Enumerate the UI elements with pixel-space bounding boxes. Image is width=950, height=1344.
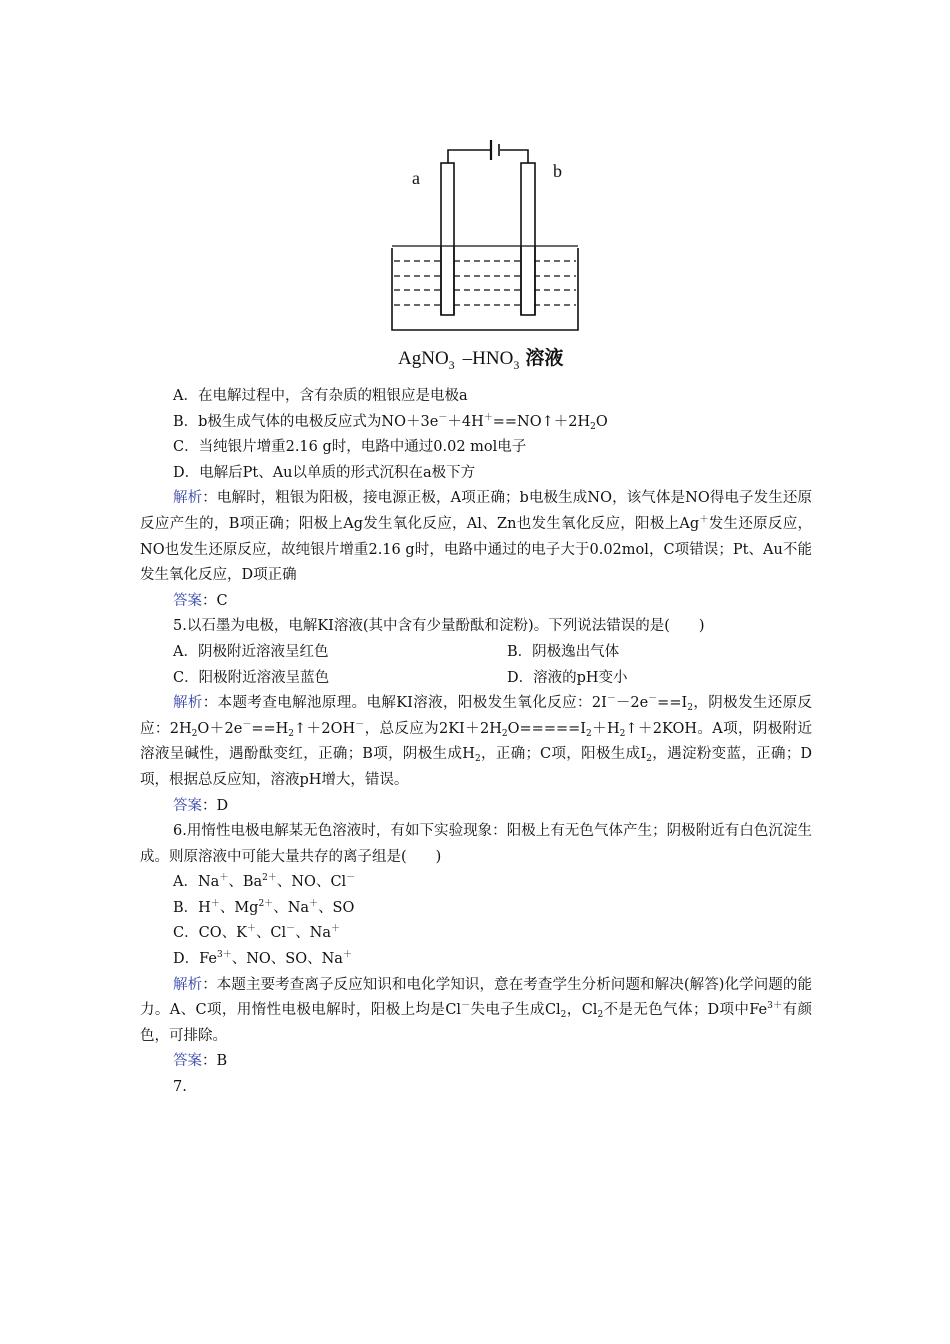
- q5-option-c: C．阳极附近溶液呈蓝色: [173, 669, 330, 686]
- q6-option-d: D．$Fe^{3+}$、NO、SO、Na＋: [173, 950, 352, 968]
- electrode-label-b: b: [553, 161, 562, 181]
- answer-label: 答案: [173, 1053, 202, 1070]
- solution-caption: AgNO$_3$ $-HNO_3$ 溶液: [398, 348, 564, 372]
- q5-option-a: A．阴极附近溶液呈红色: [173, 643, 329, 660]
- q5-stem: 5.以石墨为电极，电解KI溶液(其中含有少量酚酞和淀粉)。下列说法错误的是( ): [173, 618, 705, 635]
- q5-options-row-1: [140, 640, 812, 666]
- q6-stem: 6.用惰性电极电解某无色溶液时，有如下实验现象：阳极上有无色气体产生；阴极附近有白色沉淀生成。则原溶液中可能大量共存的离子组是( ): [140, 823, 812, 865]
- q5-option-b: B．阴极逸出气体: [507, 643, 620, 660]
- q4-option-a: A．在电解过程中，含有杂质的粗银应是电极a: [173, 388, 468, 404]
- circuit-wire: [448, 150, 528, 163]
- q5-analysis: 解析：本题考查电解池原理。电解KI溶液，阳极发生氧化反应：$2I^--2e^-==I_2$，阴极发生还原反应：$2H_2O+2e^-==H_2↑+2OH^-$，总反应为$2KI+2H_2O=====I_2+H_2↑+2KOH$。A项，阴极附近溶液呈碱性，遇酚酞变红，正确；B项，阴极生成$H_2$，正确；C项，阳极生成$I_2$，遇淀粉变蓝，正确；D项，根据总反应知，溶液pH增大，错误。: [140, 694, 813, 788]
- q5-answer: 答案：D: [173, 797, 229, 814]
- q6-answer: 答案：B: [173, 1053, 228, 1070]
- electrolysis-diagram: [380, 128, 580, 378]
- battery-icon: [491, 140, 499, 160]
- q6-option-a: A．Na＋、$Ba^{2+}$、NO、Cl－: [173, 873, 356, 891]
- analysis-label: 解析: [173, 976, 203, 993]
- q5-options-row-2: [140, 666, 812, 692]
- q4-option-b: B．b极生成气体的电极反应式为$NO+3e^-+4H^+==NO↑+2H_2O$: [173, 412, 608, 432]
- q4-answer: 答案：C: [173, 592, 228, 609]
- analysis-label: 解析: [173, 490, 203, 507]
- electrode-label-a: a: [412, 168, 420, 188]
- question-content: [140, 384, 812, 1101]
- analysis-label: 解析: [173, 695, 203, 712]
- answer-label: 答案: [173, 592, 202, 609]
- solution-liquid-lines: [392, 246, 578, 305]
- q6-option-b: B．H＋、$Mg^{2+}$、Na＋、SO: [173, 898, 355, 916]
- q5-option-d: D．溶液的pH变小: [507, 669, 628, 686]
- beaker: [392, 248, 578, 330]
- q7-stem: 7.: [173, 1079, 187, 1096]
- q4-option-d: D．电解后Pt、Au以单质的形式沉积在a极下方: [173, 464, 476, 481]
- q4-option-c: C．当纯银片增重2.16 g时，电路中通过0.02 mol电子: [173, 439, 527, 456]
- q4-analysis: 解析：电解时，粗银为阳极，接电源正极，A项正确；b电极生成NO，该气体是NO得电子发生还原反应产生的，B项正确；阳极上Ag发生氧化反应，Al、Zn也发生氧化反应，阳极上Ag＋发生还原反应，NO也发生还原反应，故纯银片增重2.16 g时，电路中通过的电子大于0.02mol，C项错误；Pt、Au不能发生氧化反应，D项正确: [140, 490, 813, 584]
- q6-option-c: C．CO、K＋、Cl－、Na＋: [173, 924, 341, 942]
- answer-label: 答案: [173, 797, 202, 814]
- q6-analysis: 解析：本题主要考查离子反应知识和电化学知识，意在考查学生分析问题和解决(解答)化学问题的能力。A、C项，用惰性电极电解时，阳极上均是Cl－失电子生成$Cl_2$，$Cl_2$不是无色气体；D项中$Fe^{3+}$有颜色，可排除。: [140, 976, 813, 1044]
